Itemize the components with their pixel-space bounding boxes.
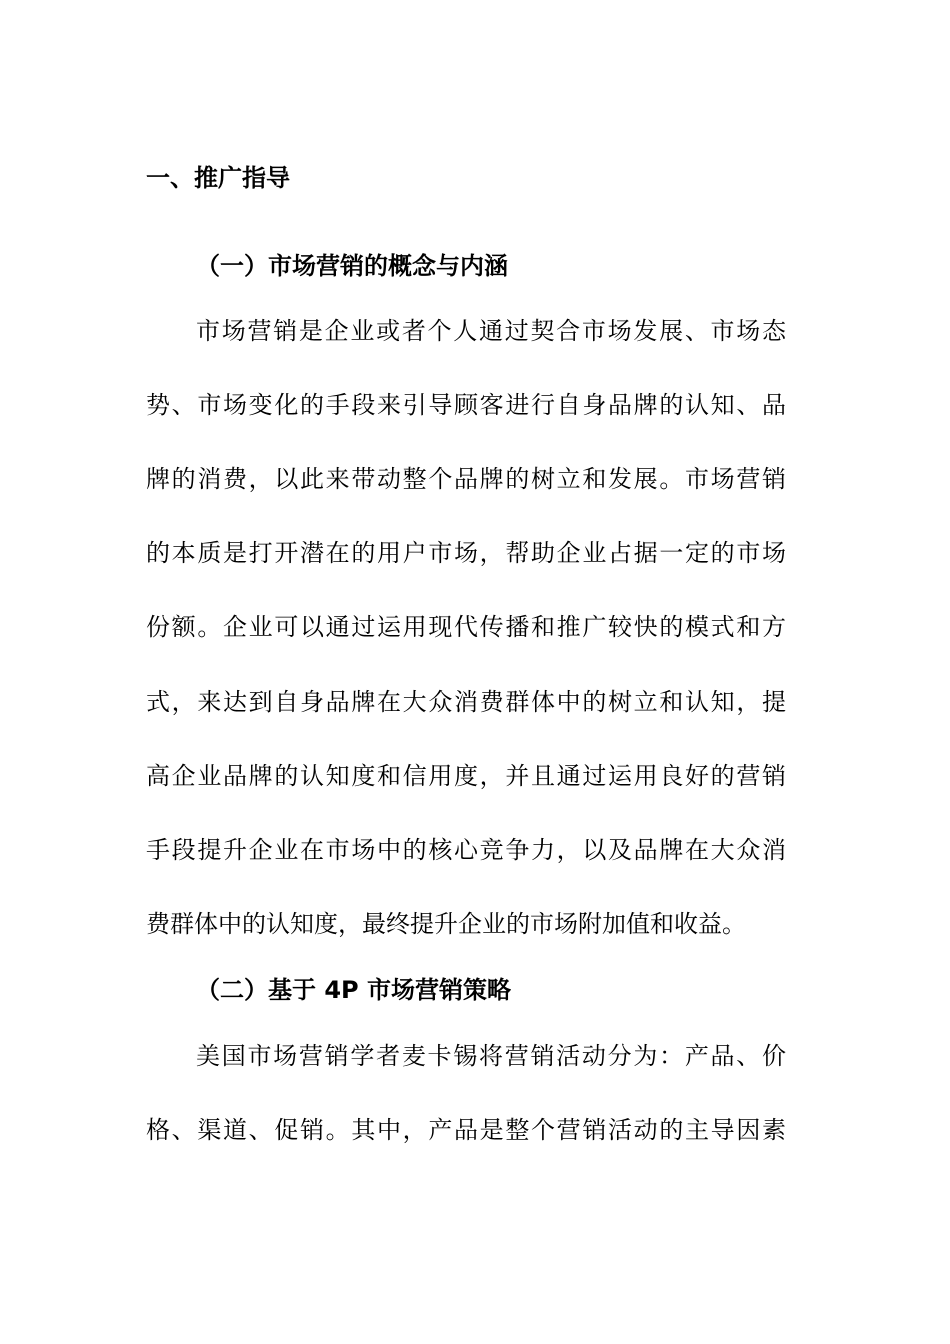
paragraph-line: 格、渠道、促销。其中，产品是整个营销活动的主导因素 [146,1116,786,1144]
paragraph-line: 的本质是打开潜在的用户市场，帮助企业占据一定的市场 [146,539,786,567]
paragraph-line: 式，来达到自身品牌在大众消费群体中的树立和认知，提 [146,688,786,716]
paragraph-line: 高企业品牌的认知度和信用度，并且通过运用良好的营销 [146,762,786,790]
paragraph-line: 手段提升企业在市场中的核心竞争力，以及品牌在大众消 [146,836,786,864]
section-1-heading: （一）市场营销的概念与内涵 [196,252,508,280]
paragraph-line: 美国市场营销学者麦卡锡将营销活动分为：产品、价 [196,1042,786,1070]
paragraph-line: 费群体中的认知度，最终提升企业的市场附加值和收益。 [146,910,746,938]
section-2-heading: （二）基于 4P 市场营销策略 [196,976,511,1004]
paragraph-line: 势、市场变化的手段来引导顾客进行自身品牌的认知、品 [146,391,786,419]
paragraph-line: 牌的消费，以此来带动整个品牌的树立和发展。市场营销 [146,465,786,493]
paragraph-line: 市场营销是企业或者个人通过契合市场发展、市场态 [196,317,786,345]
main-heading: 一、推广指导 [146,164,290,192]
paragraph-line: 份额。企业可以通过运用现代传播和推广较快的模式和方 [146,613,786,641]
